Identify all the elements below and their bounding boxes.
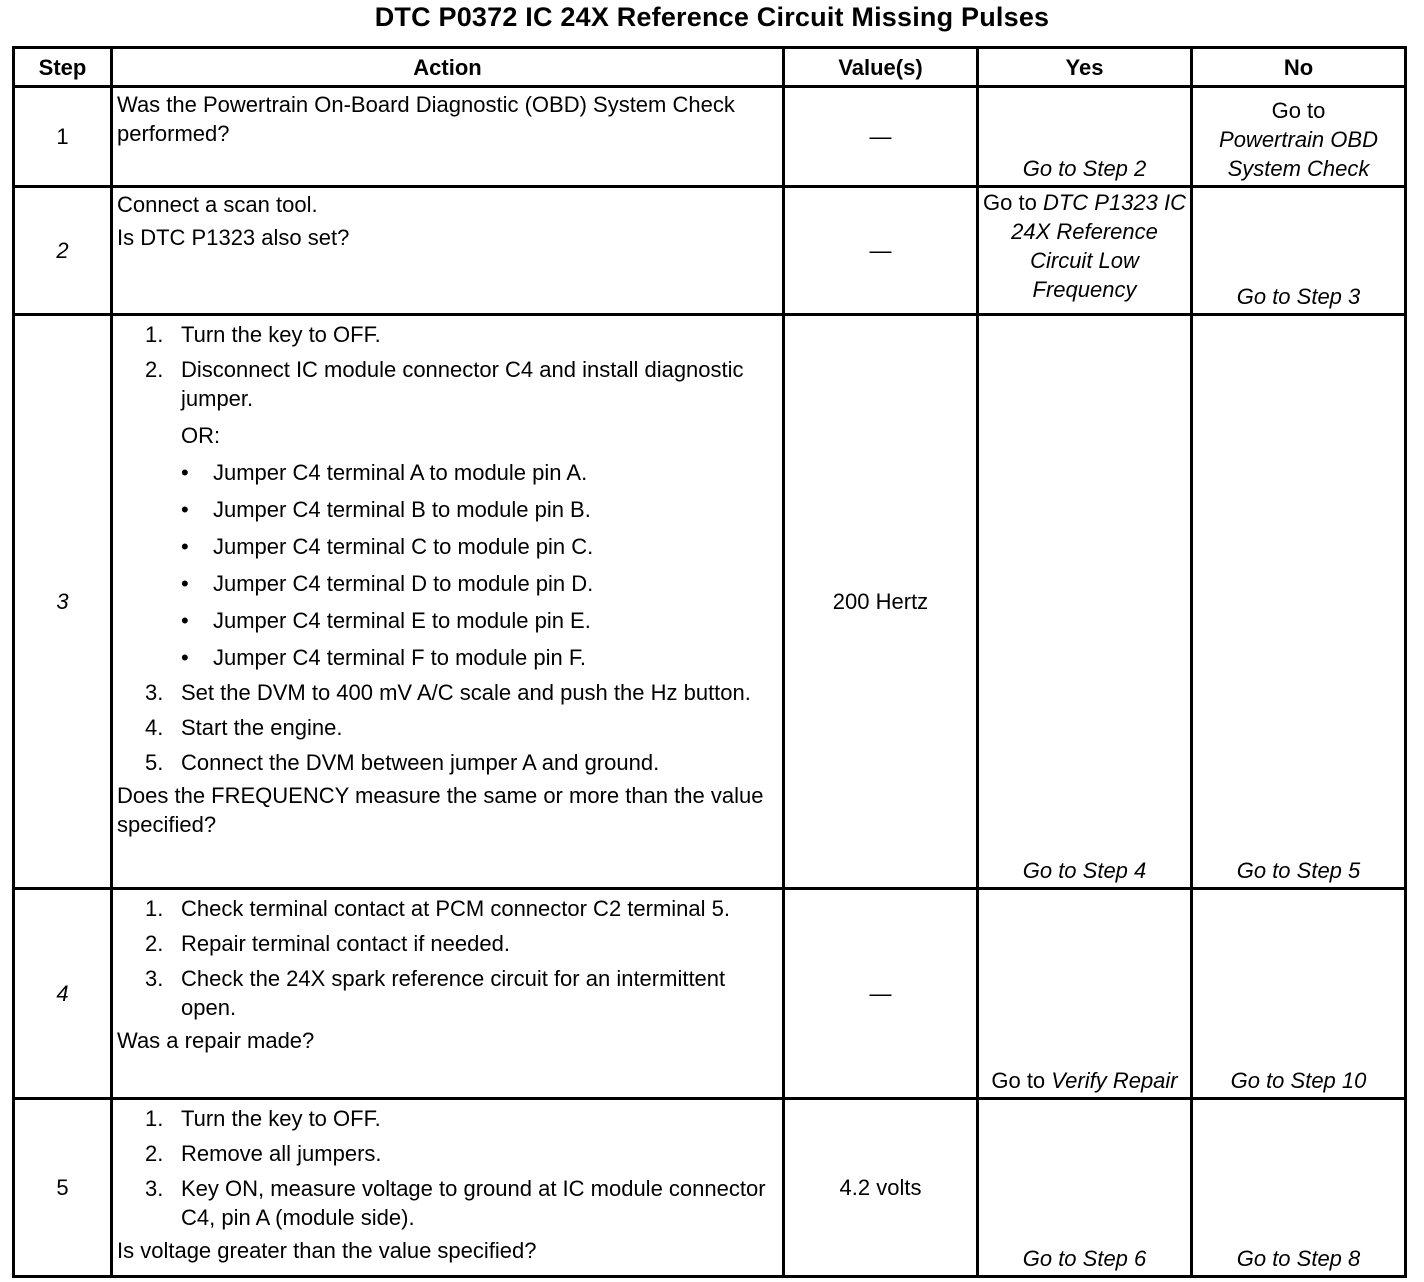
table-row — [14, 87, 1406, 187]
yes-action — [978, 889, 1192, 1099]
step-number: 3 — [14, 315, 112, 889]
header-action: Action — [112, 48, 784, 87]
no-action: Go to Step 5 — [1192, 315, 1406, 889]
value-cell: — — [784, 87, 978, 187]
bullet-item: • Jumper C4 terminal F to module pin F. — [181, 645, 586, 670]
header-values: Value(s) — [784, 48, 978, 87]
bullet-item: • Jumper C4 terminal C to module pin C. — [181, 534, 594, 559]
yes-action-target: DTC P1323 IC 24X Reference Circuit Low Frequency — [1011, 190, 1186, 302]
header-step: Step — [14, 48, 112, 87]
action-question: Was a repair made? — [117, 1028, 315, 1053]
step-number: 4 — [14, 889, 112, 1099]
step-number: 2 — [14, 187, 112, 315]
numbered-item: 1. Turn the key to OFF. — [145, 322, 381, 347]
value-cell: 200 Hertz — [784, 315, 978, 889]
numbered-item: 3. Key ON, measure voltage to ground at IC module connector C4, pin A (module side). — [145, 1176, 766, 1230]
bullet-item: • Jumper C4 terminal B to module pin B. — [181, 497, 591, 522]
no-action: Go to Step 8 — [1192, 1099, 1406, 1277]
numbered-item: 1. Turn the key to OFF. — [145, 1106, 381, 1131]
diagnostic-table — [12, 46, 1407, 1278]
numbered-item: 4. Start the engine. — [145, 715, 343, 740]
yes-action: Go to Step 4 — [978, 315, 1192, 889]
numbered-item: 3. Check the 24X spark reference circuit for an intermittent open. — [145, 966, 726, 1020]
action-cell — [112, 889, 784, 1099]
bullet-item: • Jumper C4 terminal A to module pin A. — [181, 460, 588, 485]
action-cell — [112, 315, 784, 889]
table-header-row — [14, 48, 1406, 87]
value-cell: 4.2 volts — [784, 1099, 978, 1277]
table-row — [14, 315, 1406, 889]
action-cell — [112, 187, 784, 315]
step-number: 5 — [14, 1099, 112, 1277]
header-yes: Yes — [978, 48, 1192, 87]
or-label: OR: — [181, 423, 221, 448]
yes-action — [978, 187, 1192, 315]
yes-action-prefix: Go to — [991, 1068, 1046, 1093]
bullet-item: • Jumper C4 terminal E to module pin E. — [181, 608, 591, 633]
no-action — [1192, 87, 1406, 187]
page-title: DTC P0372 IC 24X Reference Circuit Missing Pulses — [374, 2, 1050, 32]
yes-action: Go to Step 6 — [978, 1099, 1192, 1277]
no-action: Go to Step 10 — [1192, 889, 1406, 1099]
table-row — [14, 889, 1406, 1099]
numbered-item: 5. Connect the DVM between jumper A and ground. — [145, 750, 660, 775]
action-question: Does the FREQUENCY measure the same or more than the value specified? — [117, 783, 764, 837]
action-instruction: Connect a scan tool. — [117, 192, 318, 217]
header-no: No — [1192, 48, 1406, 87]
yes-action: Go to Step 2 — [978, 87, 1192, 187]
action-cell — [112, 87, 784, 187]
no-action-prefix: Go to — [1271, 98, 1326, 123]
table-row — [14, 187, 1406, 315]
action-question: Is voltage greater than the value specified? — [117, 1238, 537, 1263]
value-cell: — — [784, 889, 978, 1099]
numbered-item: 2. Repair terminal contact if needed. — [145, 931, 510, 956]
numbered-item: 3. Set the DVM to 400 mV A/C scale and push the Hz button. — [145, 680, 751, 705]
yes-action-prefix: Go to — [983, 190, 1037, 215]
bullet-item: • Jumper C4 terminal D to module pin D. — [181, 571, 594, 596]
action-question: Was the Powertrain On-Board Diagnostic (OBD) System Check performed? — [117, 92, 735, 146]
action-cell — [112, 1099, 784, 1277]
no-action: Go to Step 3 — [1192, 187, 1406, 315]
step-number: 1 — [14, 87, 112, 187]
table-row — [14, 1099, 1406, 1277]
action-question: Is DTC P1323 also set? — [117, 225, 350, 250]
numbered-item: 2. Disconnect IC module connector C4 and install diagnostic jumper. — [145, 357, 744, 411]
numbered-item: 2. Remove all jumpers. — [145, 1141, 382, 1166]
no-action-target: Powertrain OBD System Check — [1219, 127, 1378, 181]
numbered-item: 1. Check terminal contact at PCM connector C2 terminal 5. — [145, 896, 731, 921]
value-cell: — — [784, 187, 978, 315]
yes-action-target: Verify Repair — [1051, 1068, 1178, 1093]
